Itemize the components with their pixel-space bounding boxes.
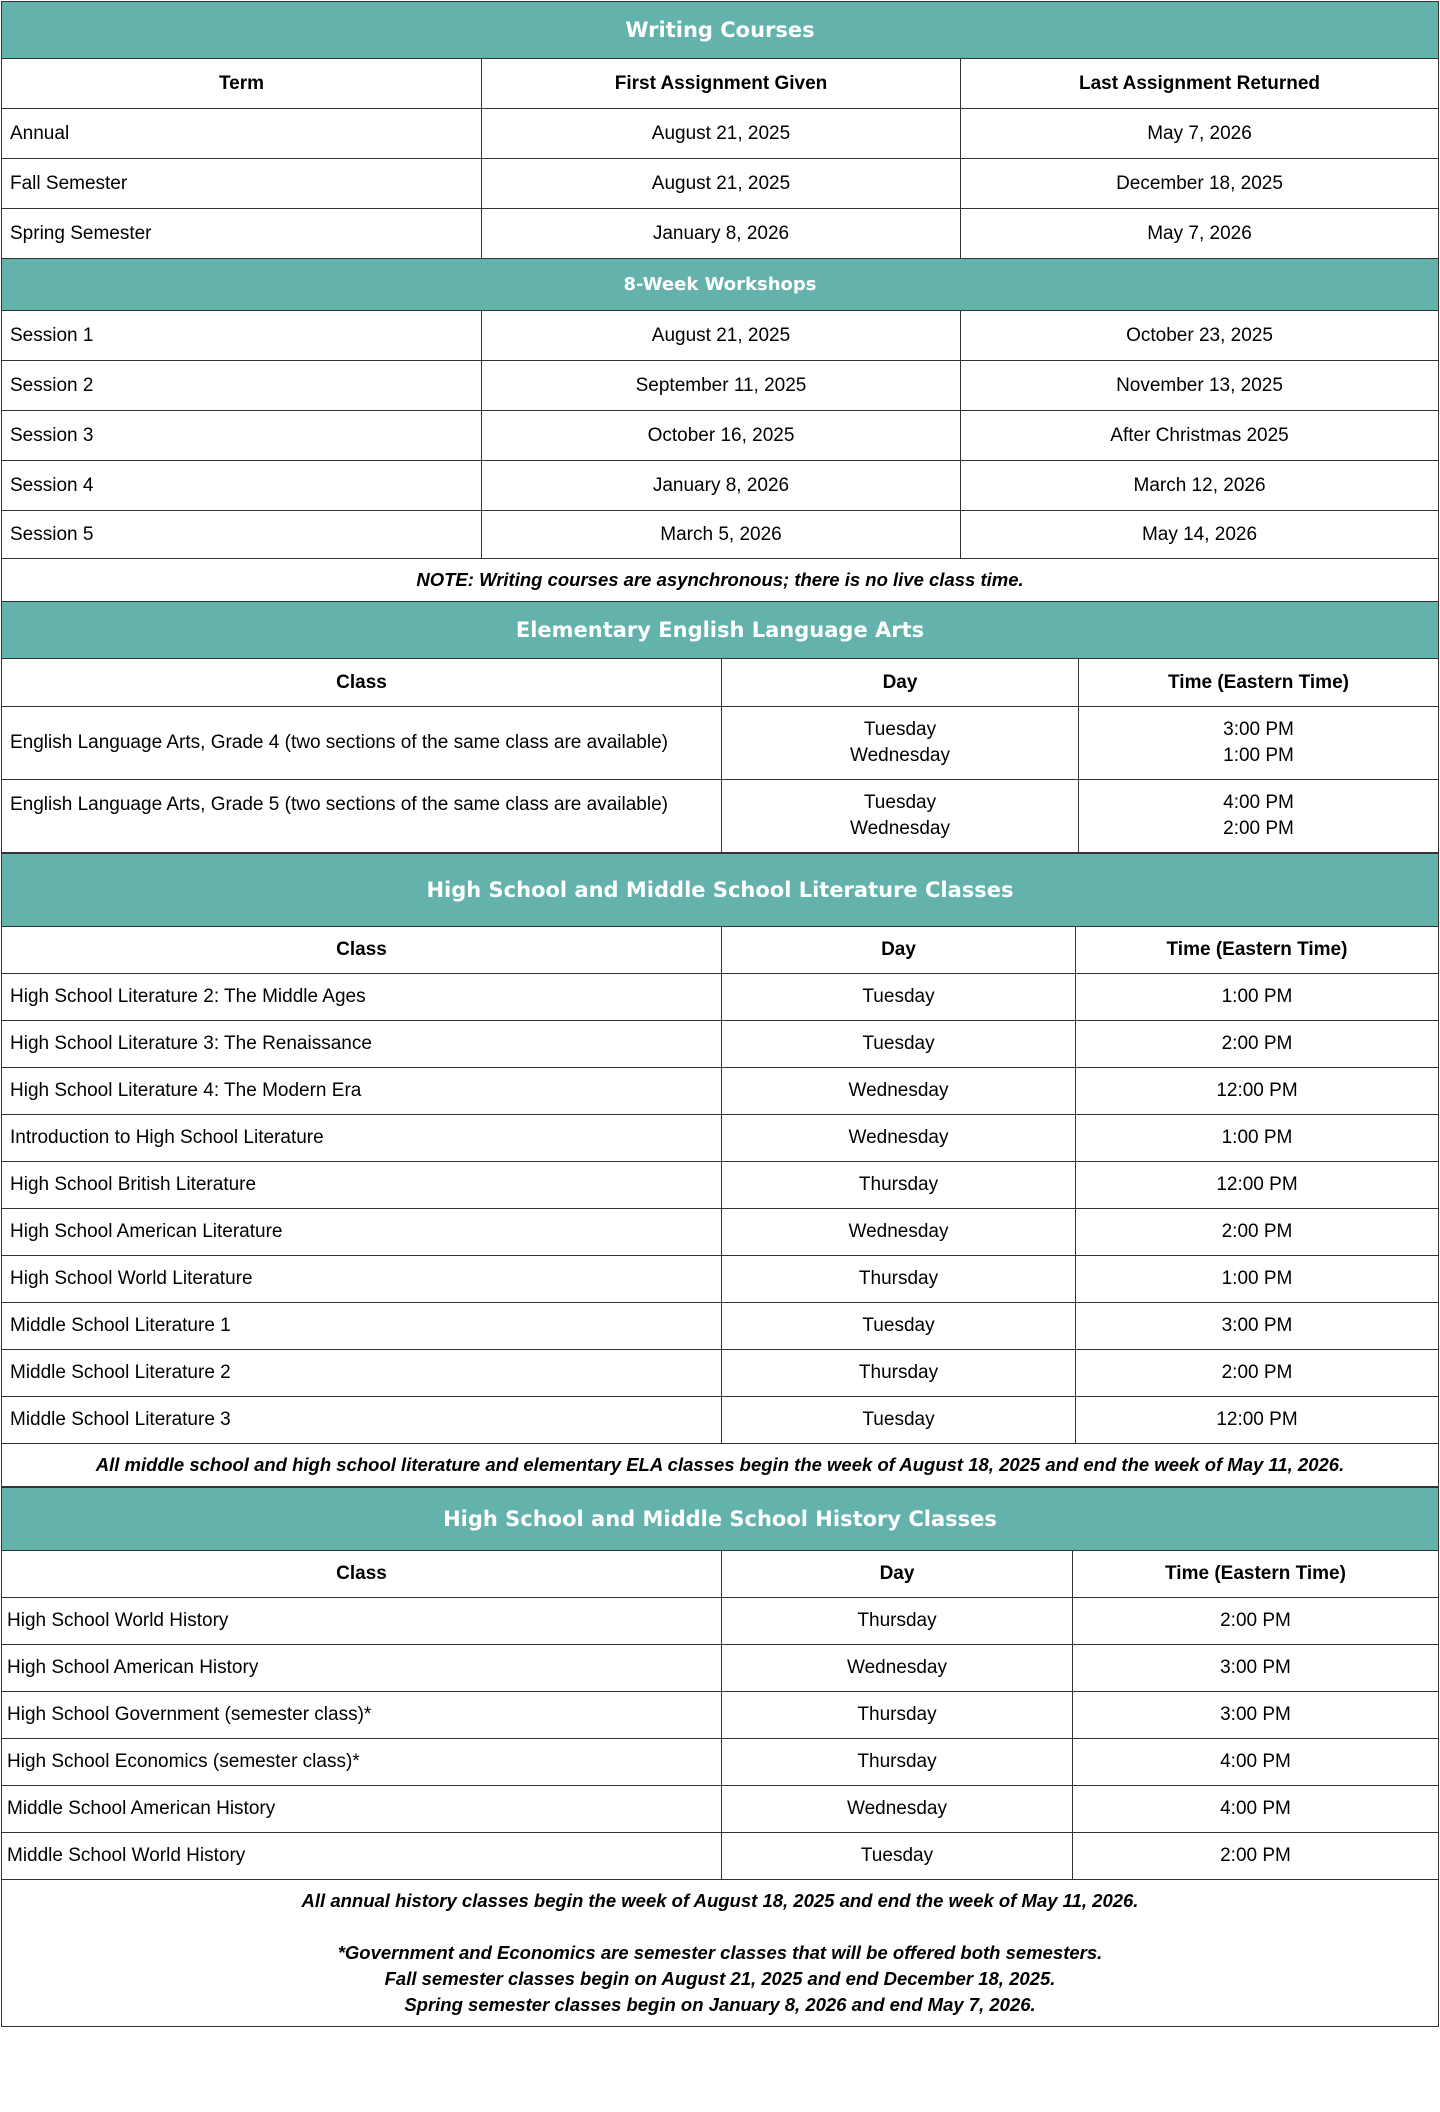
col-header-first-assignment: First Assignment Given <box>482 59 961 109</box>
term-cell: Fall Semester <box>2 159 482 209</box>
day-cell: Thursday <box>722 1739 1073 1786</box>
col-header-class: Class <box>2 659 722 707</box>
literature-note: All middle school and high school literature and elementary ELA classes begin the week of August 18, 2025 and end the week of May 11, 2026. <box>2 1444 1439 1487</box>
literature-header <box>2 854 1439 927</box>
col-header-time: Time (Eastern Time) <box>1076 927 1439 974</box>
class-cell: Middle School American History <box>2 1786 722 1833</box>
time-cell: 2:00 PM <box>1076 1021 1439 1068</box>
time-value: 4:00 PM <box>1223 792 1294 813</box>
last-date-cell: After Christmas 2025 <box>961 411 1439 461</box>
last-date-cell: March 12, 2026 <box>961 461 1439 511</box>
class-cell: High School World Literature <box>2 1256 722 1303</box>
first-date-cell: January 8, 2026 <box>482 209 961 259</box>
session-cell: Session 2 <box>2 361 482 411</box>
day-cell: Tuesday <box>722 1021 1076 1068</box>
day-cell: Wednesday <box>722 1068 1076 1115</box>
last-date-cell: December 18, 2025 <box>961 159 1439 209</box>
table-row <box>2 1350 1439 1397</box>
time-cell <box>1079 707 1439 780</box>
history-note-spring: Spring semester classes begin on January 8, 2026 and end May 7, 2026. <box>404 1994 1036 2015</box>
workshops-title: 8-Week Workshops <box>2 259 1439 311</box>
class-cell: High School American History <box>2 1645 722 1692</box>
time-cell: 2:00 PM <box>1076 1209 1439 1256</box>
table-row <box>2 411 1439 461</box>
session-cell: Session 3 <box>2 411 482 461</box>
table-row <box>2 1786 1439 1833</box>
term-cell: Annual <box>2 109 482 159</box>
table-row <box>2 780 1439 853</box>
note-spacer <box>10 1914 1430 1940</box>
day-cell: Thursday <box>722 1692 1073 1739</box>
history-table <box>1 1487 1439 2027</box>
class-cell: English Language Arts, Grade 4 (two sections of the same class are available) <box>2 707 722 780</box>
col-header-day: Day <box>722 1551 1073 1598</box>
table-row <box>2 361 1439 411</box>
day-cell: Thursday <box>722 1256 1076 1303</box>
time-cell: 1:00 PM <box>1076 1256 1439 1303</box>
time-cell: 2:00 PM <box>1076 1350 1439 1397</box>
table-row <box>2 1739 1439 1786</box>
time-cell: 12:00 PM <box>1076 1397 1439 1444</box>
day-cell: Wednesday <box>722 1115 1076 1162</box>
class-cell: Middle School Literature 3 <box>2 1397 722 1444</box>
history-note-fall: Fall semester classes begin on August 21, 2025 and end December 18, 2025. <box>384 1968 1056 1989</box>
day-cell: Wednesday <box>722 1645 1073 1692</box>
history-notes-row <box>2 1880 1439 2027</box>
ela-column-headers <box>2 659 1439 707</box>
table-row <box>2 1256 1439 1303</box>
time-cell: 3:00 PM <box>1073 1645 1439 1692</box>
time-cell: 3:00 PM <box>1076 1303 1439 1350</box>
session-cell: Session 4 <box>2 461 482 511</box>
table-row <box>2 1397 1439 1444</box>
col-header-time: Time (Eastern Time) <box>1079 659 1439 707</box>
literature-column-headers <box>2 927 1439 974</box>
workshops-header <box>2 259 1439 311</box>
time-cell: 1:00 PM <box>1076 1115 1439 1162</box>
history-header <box>2 1488 1439 1551</box>
history-notes <box>2 1880 1439 2027</box>
day-value: Wednesday <box>850 818 950 839</box>
class-cell: High School Literature 3: The Renaissance <box>2 1021 722 1068</box>
table-row <box>2 1598 1439 1645</box>
day-cell: Wednesday <box>722 1209 1076 1256</box>
time-cell: 4:00 PM <box>1073 1786 1439 1833</box>
class-cell: High School Literature 2: The Middle Ages <box>2 974 722 1021</box>
class-cell: High School World History <box>2 1598 722 1645</box>
time-value: 3:00 PM <box>1223 719 1294 740</box>
table-row <box>2 1645 1439 1692</box>
table-row <box>2 1833 1439 1880</box>
class-cell: High School Government (semester class)* <box>2 1692 722 1739</box>
literature-table <box>1 853 1439 1487</box>
day-cell: Thursday <box>722 1162 1076 1209</box>
ela-title: Elementary English Language Arts <box>2 602 1439 659</box>
time-value: 1:00 PM <box>1223 745 1294 766</box>
col-header-time: Time (Eastern Time) <box>1073 1551 1439 1598</box>
day-value: Wednesday <box>850 745 950 766</box>
session-cell: Session 1 <box>2 311 482 361</box>
day-cell: Thursday <box>722 1598 1073 1645</box>
class-cell: Introduction to High School Literature <box>2 1115 722 1162</box>
table-row <box>2 1303 1439 1350</box>
first-date-cell: March 5, 2026 <box>482 511 961 559</box>
class-cell: High School Literature 4: The Modern Era <box>2 1068 722 1115</box>
class-cell: High School British Literature <box>2 1162 722 1209</box>
table-row <box>2 159 1439 209</box>
literature-note-row <box>2 1444 1439 1487</box>
col-header-class: Class <box>2 1551 722 1598</box>
day-cell <box>722 707 1079 780</box>
col-header-term: Term <box>2 59 482 109</box>
history-note-annual: All annual history classes begin the week of August 18, 2025 and end the week of May 11, 2026. <box>301 1890 1139 1911</box>
history-column-headers <box>2 1551 1439 1598</box>
writing-note: NOTE: Writing courses are asynchronous; there is no live class time. <box>2 559 1439 602</box>
day-cell: Tuesday <box>722 1397 1076 1444</box>
day-value: Tuesday <box>863 792 937 813</box>
last-date-cell: May 7, 2026 <box>961 109 1439 159</box>
first-date-cell: August 21, 2025 <box>482 311 961 361</box>
history-title: High School and Middle School History Classes <box>2 1488 1439 1551</box>
class-cell: High School American Literature <box>2 1209 722 1256</box>
table-row <box>2 974 1439 1021</box>
day-cell: Tuesday <box>722 974 1076 1021</box>
day-cell: Tuesday <box>722 1833 1073 1880</box>
class-cell: Middle School World History <box>2 1833 722 1880</box>
day-cell: Tuesday <box>722 1303 1076 1350</box>
writing-courses-table <box>1 1 1439 602</box>
ela-table <box>1 601 1439 853</box>
table-row <box>2 1115 1439 1162</box>
ela-header <box>2 602 1439 659</box>
time-value: 2:00 PM <box>1223 818 1294 839</box>
col-header-class: Class <box>2 927 722 974</box>
class-cell: English Language Arts, Grade 5 (two sections of the same class are available) <box>2 780 722 853</box>
col-header-day: Day <box>722 927 1076 974</box>
col-header-last-assignment: Last Assignment Returned <box>961 59 1439 109</box>
table-row <box>2 311 1439 361</box>
table-row <box>2 1068 1439 1115</box>
writing-courses-header <box>2 2 1439 59</box>
literature-title: High School and Middle School Literature Classes <box>2 854 1439 927</box>
table-row <box>2 1162 1439 1209</box>
history-note-semester: *Government and Economics are semester classes that will be offered both semesters. <box>337 1942 1103 1963</box>
table-row <box>2 1021 1439 1068</box>
time-cell <box>1079 780 1439 853</box>
first-date-cell: August 21, 2025 <box>482 109 961 159</box>
day-value: Tuesday <box>863 719 937 740</box>
last-date-cell: May 14, 2026 <box>961 511 1439 559</box>
table-row <box>2 1692 1439 1739</box>
first-date-cell: August 21, 2025 <box>482 159 961 209</box>
table-row <box>2 707 1439 780</box>
class-cell: Middle School Literature 1 <box>2 1303 722 1350</box>
time-cell: 1:00 PM <box>1076 974 1439 1021</box>
day-cell: Wednesday <box>722 1786 1073 1833</box>
session-cell: Session 5 <box>2 511 482 559</box>
first-date-cell: September 11, 2025 <box>482 361 961 411</box>
first-date-cell: October 16, 2025 <box>482 411 961 461</box>
time-cell: 3:00 PM <box>1073 1692 1439 1739</box>
time-cell: 4:00 PM <box>1073 1739 1439 1786</box>
class-cell: Middle School Literature 2 <box>2 1350 722 1397</box>
term-cell: Spring Semester <box>2 209 482 259</box>
table-row <box>2 109 1439 159</box>
writing-column-headers <box>2 59 1439 109</box>
col-header-day: Day <box>722 659 1079 707</box>
last-date-cell: October 23, 2025 <box>961 311 1439 361</box>
writing-note-row <box>2 559 1439 602</box>
last-date-cell: May 7, 2026 <box>961 209 1439 259</box>
table-row <box>2 461 1439 511</box>
writing-courses-title: Writing Courses <box>2 2 1439 59</box>
table-row <box>2 209 1439 259</box>
time-cell: 2:00 PM <box>1073 1598 1439 1645</box>
table-row <box>2 1209 1439 1256</box>
time-cell: 2:00 PM <box>1073 1833 1439 1880</box>
last-date-cell: November 13, 2025 <box>961 361 1439 411</box>
table-row <box>2 511 1439 559</box>
class-cell: High School Economics (semester class)* <box>2 1739 722 1786</box>
time-cell: 12:00 PM <box>1076 1162 1439 1209</box>
day-cell <box>722 780 1079 853</box>
first-date-cell: January 8, 2026 <box>482 461 961 511</box>
time-cell: 12:00 PM <box>1076 1068 1439 1115</box>
day-cell: Thursday <box>722 1350 1076 1397</box>
